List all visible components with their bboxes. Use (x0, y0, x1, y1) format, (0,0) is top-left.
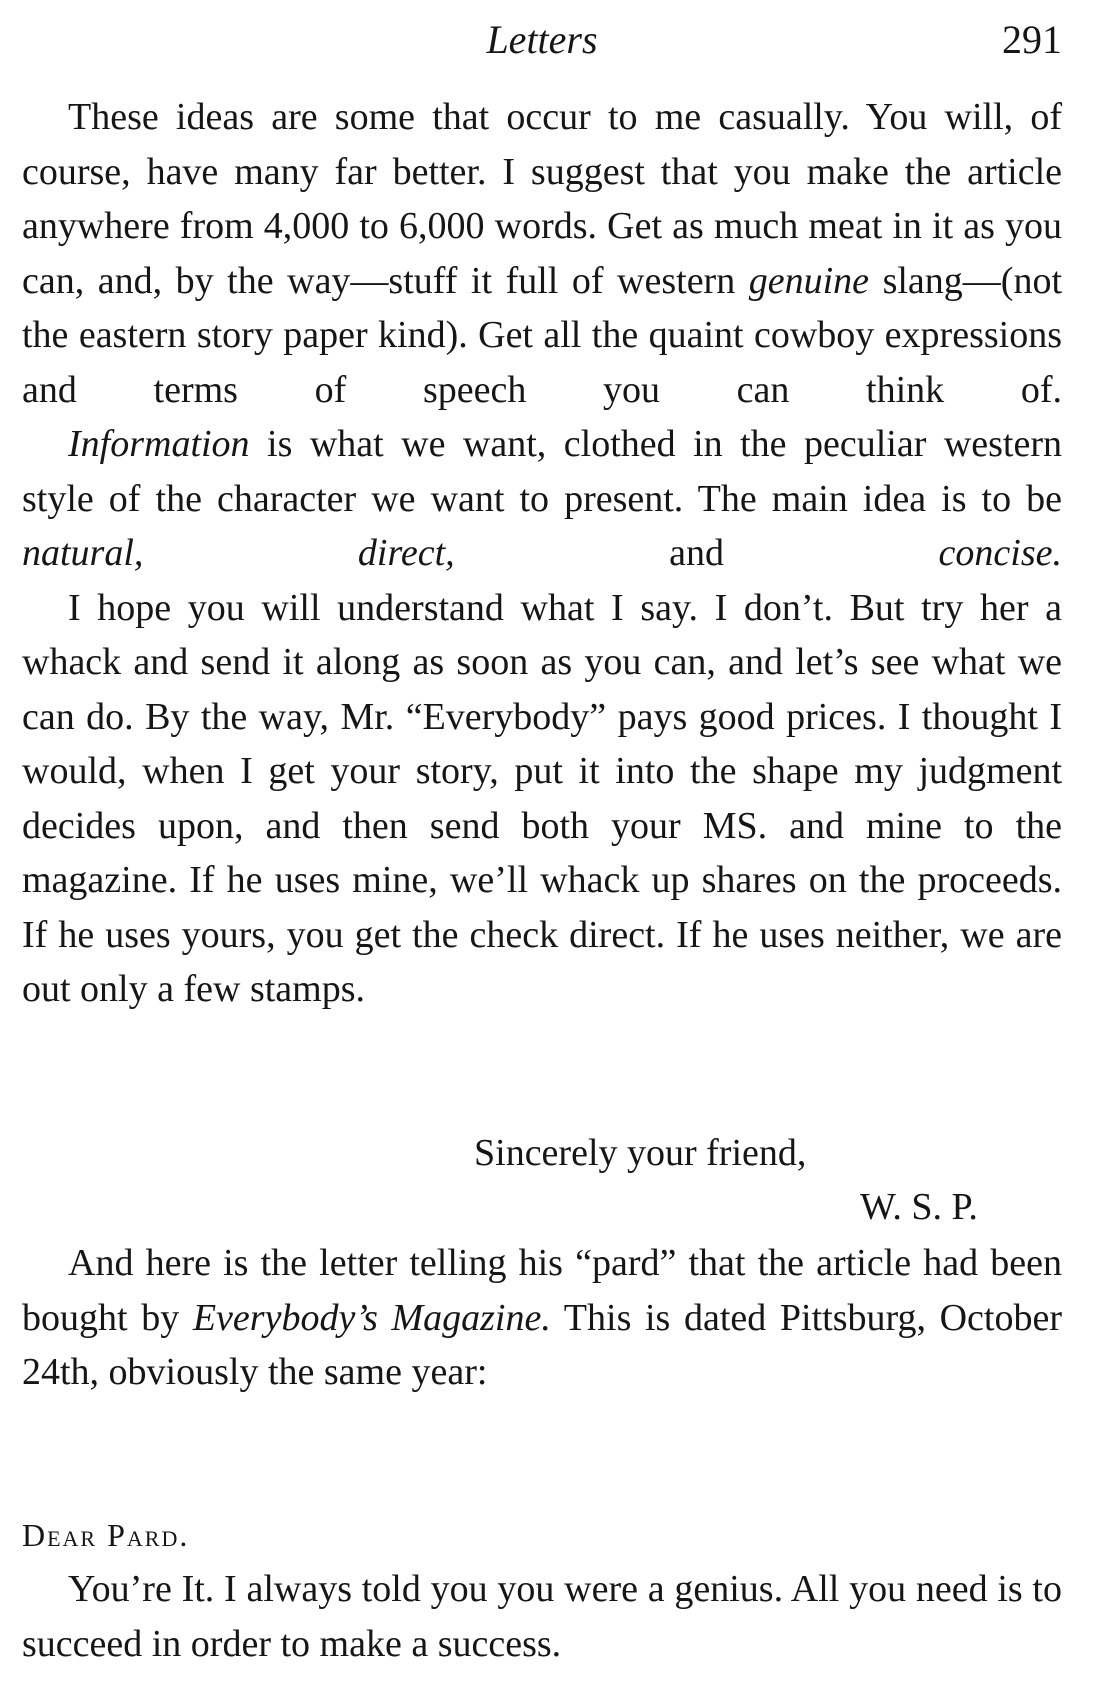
signature-initials: W. S. P. (860, 1186, 978, 1228)
paragraph-information (22, 417, 1062, 581)
paragraph-text: These ideas are some that occur to me casually. You will, of course, have many far better. I suggest that you make the article anywhere from 4,000 to 6,000 words. Get as much meat in it as you can, and, by the way—stuff it full of western (22, 96, 1062, 302)
page-number: 291 (1002, 17, 1062, 62)
page-header (22, 14, 1062, 66)
narrative-paragraph (22, 1236, 1062, 1400)
paragraph-text: You’re It. I always told you you were a genius. All you need is to succeed in order to make a success. (22, 1568, 1062, 1665)
letter-body (22, 90, 1062, 1017)
italic-magazine-title: Everybody’s Magazine. (192, 1296, 551, 1339)
paragraph-text: is what we want, clothed in the peculiar western style of the character we want to present. The main idea is to be (22, 423, 1062, 520)
italic-word: genuine (748, 259, 870, 302)
italic-word: concise. (938, 532, 1062, 574)
paragraph-text: slang—(not the eastern story paper kind). Get all the quaint cowboy expressions and terms of speech you can think of. (22, 259, 1062, 411)
paragraph-hope (22, 581, 1062, 1017)
letter-salutation: Dear Pard. (22, 1517, 190, 1553)
italic-word: natural, direct, (22, 532, 455, 574)
paragraph-text: This is dated Pittsburg, October 24th, obviously the same year: (22, 1296, 1062, 1393)
second-letter-body (22, 1562, 1062, 1671)
running-title: Letters (486, 17, 598, 62)
paragraph-text: and (454, 532, 939, 574)
paragraph-pard-letter (22, 1236, 1062, 1400)
italic-word: Information (68, 423, 250, 465)
paragraph-ideas (22, 90, 1062, 417)
paragraph-text: And here is the letter telling his “pard” that the article had been bought by (22, 1242, 1062, 1339)
paragraph-text: I hope you will understand what I say. I don’t. But try her a whack and send it along as soon as you can, and let’s see what we can do. By the way, Mr. “Everybody” pays good prices. I thought I would, when I get your story, put it into the shape my judgment decides upon, and then send both your MS. and mine to the magazine. If he uses mine, we’ll whack up shares on the proceeds. If he uses yours, you get the check direct. If he uses neither, we are out only a few stamps. (22, 586, 1062, 1010)
paragraph-youre-it (22, 1562, 1062, 1671)
letter-closing: Sincerely your friend, (474, 1132, 807, 1174)
